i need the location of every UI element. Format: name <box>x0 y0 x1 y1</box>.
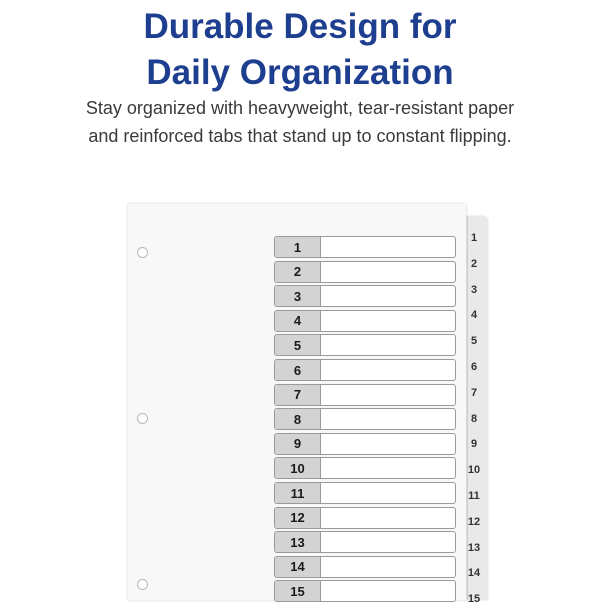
toc-row-number: 3 <box>275 286 321 306</box>
toc-row-write-in <box>321 262 455 282</box>
toc-row-number: 2 <box>275 262 321 282</box>
toc-row-write-in <box>321 483 455 503</box>
divider-tab-label: 14 <box>467 567 481 580</box>
punch-hole-bottom <box>137 579 148 590</box>
toc-row-number: 11 <box>275 483 321 503</box>
toc-row <box>274 261 456 283</box>
toc-row-write-in <box>321 508 455 528</box>
toc-row-write-in <box>321 385 455 405</box>
toc-row-number: 15 <box>275 581 321 601</box>
toc-row-number: 12 <box>275 508 321 528</box>
divider-tab-label: 5 <box>470 335 478 348</box>
divider-tab-label: 6 <box>470 361 478 373</box>
divider-tab-label: 1 <box>470 232 478 244</box>
toc-row <box>274 384 456 406</box>
toc-row-number: 7 <box>275 385 321 405</box>
divider-tab-label: 7 <box>470 386 478 399</box>
toc-row-write-in <box>321 532 455 552</box>
toc-row-write-in <box>321 557 455 577</box>
headline-line-2: Daily Organization <box>146 53 454 92</box>
divider-tab-label: 13 <box>467 541 481 554</box>
toc-row <box>274 334 456 356</box>
toc-row-write-in <box>321 335 455 355</box>
divider-tab-label: 15 <box>467 593 481 605</box>
toc-row-write-in <box>321 581 455 601</box>
headline-line-1: Durable Design for <box>143 7 457 46</box>
divider-tab-label: 9 <box>470 438 478 451</box>
toc-row-number: 8 <box>275 409 321 429</box>
toc-row-write-in <box>321 286 455 306</box>
divider-tab-label: 10 <box>467 464 481 477</box>
divider-tab-label: 3 <box>470 283 478 296</box>
toc-row-number: 1 <box>275 237 321 257</box>
toc-row <box>274 433 456 455</box>
punch-hole-middle <box>137 413 148 424</box>
toc-row-write-in <box>321 311 455 331</box>
toc-row-write-in <box>321 237 455 257</box>
divider-tab-label: 12 <box>467 515 481 528</box>
toc-row-number: 5 <box>275 335 321 355</box>
toc-row <box>274 531 456 553</box>
toc-row <box>274 359 456 381</box>
toc-row-write-in <box>321 409 455 429</box>
toc-row <box>274 408 456 430</box>
divider-tab-label: 4 <box>470 309 478 322</box>
divider-tab-label: 2 <box>470 257 478 270</box>
subheadline-line-2: and reinforced tabs that stand up to constant flipping. <box>88 126 512 146</box>
toc-row-number: 4 <box>275 311 321 331</box>
toc-row-number: 9 <box>275 434 321 454</box>
toc-row-number: 10 <box>275 458 321 478</box>
headline <box>0 0 600 96</box>
toc-row-write-in <box>321 458 455 478</box>
punch-hole-top <box>137 247 148 258</box>
subheadline-line-1: Stay organized with heavyweight, tear-resistant paper <box>85 98 515 118</box>
toc-row <box>274 236 456 258</box>
toc-row-number: 13 <box>275 532 321 552</box>
divider-tab-label: 11 <box>468 490 480 502</box>
toc-row-write-in <box>321 360 455 380</box>
toc-row-number: 6 <box>275 360 321 380</box>
subheadline <box>0 94 600 150</box>
toc-row <box>274 285 456 307</box>
toc-row <box>274 556 456 578</box>
divider-tab-label: 8 <box>470 412 478 425</box>
toc-row <box>274 457 456 479</box>
toc-row <box>274 310 456 332</box>
toc-row-write-in <box>321 434 455 454</box>
toc-row <box>274 580 456 602</box>
toc-row <box>274 482 456 504</box>
toc-row <box>274 507 456 529</box>
toc-row-number: 14 <box>275 557 321 577</box>
